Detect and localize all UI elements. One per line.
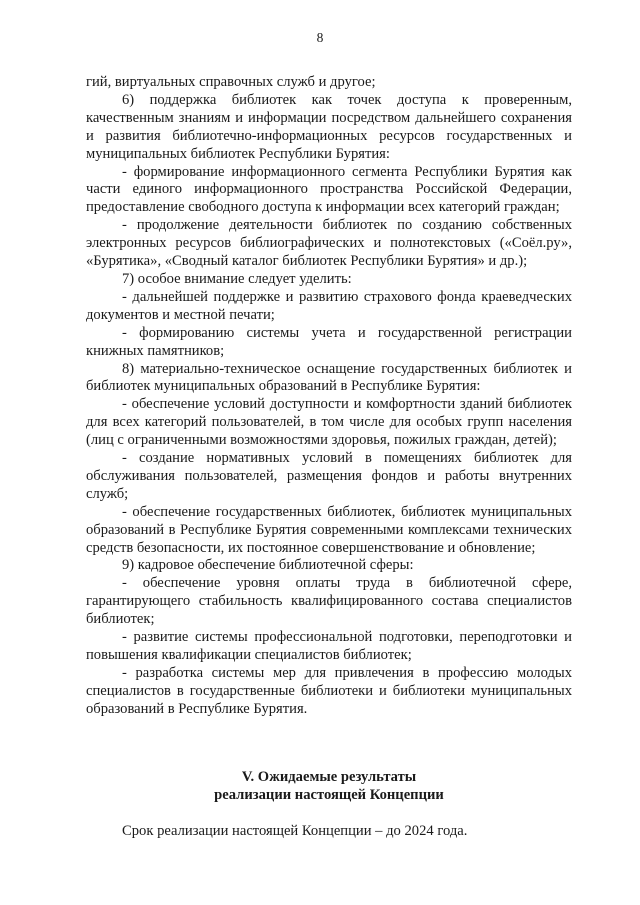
paragraph-bullet: - обеспечение условий доступности и комфортности зданий библиотек для всех категорий пользователей, в том числе для особых групп населения (лиц с ограниченными возможностями здоровья, пожилых граждан, детей);: [86, 396, 572, 449]
paragraph-continuation: гий, виртуальных справочных служб и другое;: [86, 74, 376, 90]
paragraph-bullet: - развитие системы профессиональной подготовки, переподготовки и повышения квалификации специалистов библиотек;: [86, 629, 572, 663]
paragraph-item-9: 9) кадровое обеспечение библиотечной сферы:: [122, 557, 414, 574]
paragraph-bullet: - дальнейшей поддержке и развитию страхового фонда краеведческих документов и местной печати;: [86, 288, 572, 323]
document-body: [86, 74, 572, 719]
paragraph-bullet: - обеспечение государственных библиотек, библиотек муниципальных образований в Республике Бурятия современными комплексами технических средств безопасности, их постоянное совершенствование и обновление;: [86, 503, 572, 556]
section-heading-line-1: V. Ожидаемые результаты: [241, 769, 417, 785]
page-number: 8: [316, 30, 324, 45]
section-heading-line-2: реализации настоящей Концепции: [214, 787, 444, 803]
paragraph-item-7: 7) особое внимание следует уделить:: [122, 270, 352, 287]
paragraph-item-8: 8) материально-техническое оснащение государственных библиотек и библиотек муниципальных образований в Республике Бурятия:: [86, 360, 572, 395]
paragraph-bullet: - разработка системы мер для привлечения в профессию молодых специалистов в государственные библиотеки и библиотеки муниципальных образований в Республике Бурятия.: [86, 664, 572, 717]
paragraph-bullet: - продолжение деятельности библиотек по созданию собственных электронных ресурсов библиографических и полнотекстовых («Соёл.ру», «Бурятика», «Сводный каталог библиотек Республики Бурятия» и др.);: [86, 217, 572, 270]
paragraph-item-6: 6) поддержка библиотек как точек доступа к проверенным, качественным знаниям и информации посредством дальнейшего сохранения и развития библиотечно-информационных ресурсов государственных и муниципальных библиотек Республики Бурятия:: [86, 91, 572, 162]
paragraph-bullet: - формирование информационного сегмента Республики Бурятия как части единого информационного пространства Российской Федерации, предоставление свободного доступа к информации всех категорий граждан;: [86, 163, 572, 216]
paragraph-bullet: - обеспечение уровня оплаты труда в библиотечной сфере, гарантирующего стабильность квалифицированного состава специалистов библиотек;: [86, 575, 572, 628]
paragraph-bullet: - формированию системы учета и государственной регистрации книжных памятников;: [86, 324, 572, 359]
closing-paragraph: Срок реализации настоящей Концепции – до 2024 года.: [122, 823, 468, 839]
paragraph-bullet: - создание нормативных условий в помещениях библиотек для обслуживания пользователей, размещения фондов и работы внутренних служб;: [86, 450, 572, 502]
section-heading: [86, 768, 572, 804]
